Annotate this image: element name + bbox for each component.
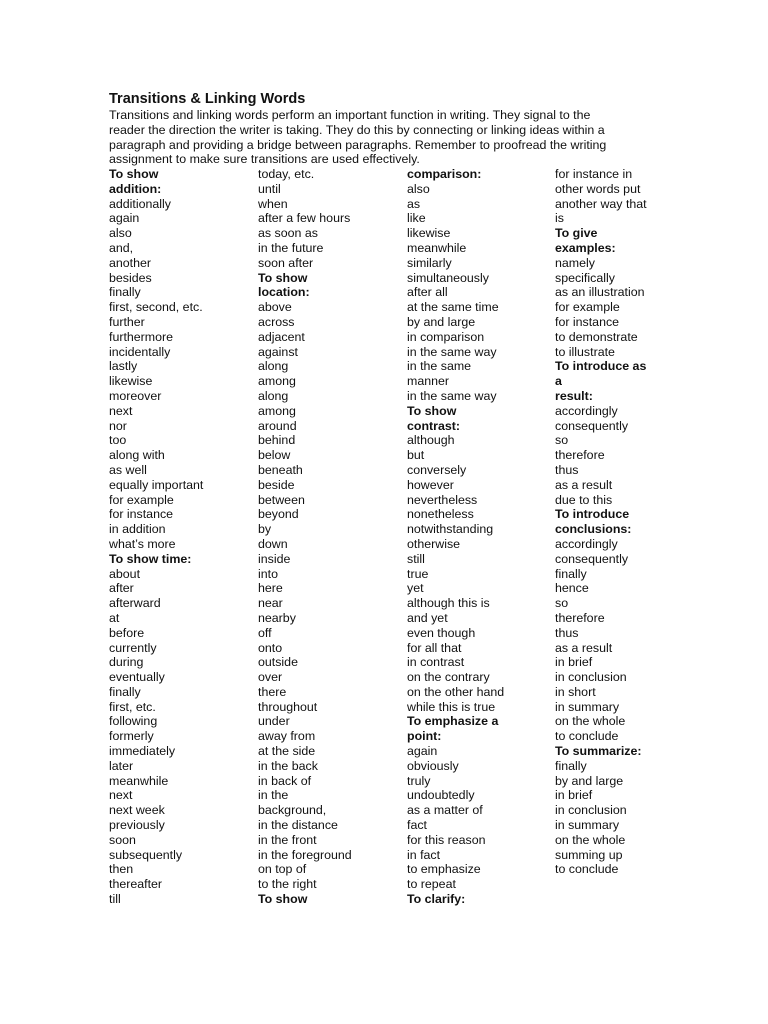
linking-word: off — [258, 625, 272, 640]
linking-word: for instance in — [555, 167, 633, 181]
linking-word: yet — [407, 581, 424, 596]
linking-word: likewise — [407, 226, 451, 241]
category-heading: To show — [258, 892, 308, 907]
linking-word: while this is true — [407, 699, 496, 714]
linking-word: in brief — [555, 655, 593, 670]
word-column-3 — [407, 167, 557, 907]
category-heading: To show — [407, 403, 457, 418]
linking-word: for this reason — [407, 832, 486, 847]
linking-word: above — [258, 300, 292, 315]
linking-word: lastly — [109, 359, 138, 374]
intro-line: Transitions and linking words perform an important function in writing. They signal to the — [109, 108, 591, 122]
linking-word: today, etc. — [258, 167, 315, 181]
linking-word: onto — [258, 640, 283, 655]
linking-word: for example — [109, 492, 174, 507]
linking-word: after all — [407, 285, 448, 300]
linking-word: down — [258, 536, 288, 551]
linking-word: soon — [109, 832, 136, 847]
linking-word: after — [109, 581, 134, 596]
linking-word: next — [109, 403, 133, 418]
category-heading: To emphasize a — [407, 714, 499, 729]
linking-word: first, second, etc. — [109, 300, 203, 315]
category-heading: examples: — [555, 240, 616, 255]
linking-word: moreover — [109, 388, 162, 403]
linking-word: and yet — [407, 610, 448, 625]
linking-word: to conclude — [555, 862, 619, 877]
linking-word: also — [407, 181, 430, 196]
linking-word: afterward — [109, 596, 161, 611]
intro-line: reader the direction the writer is taking. They do this by connecting or linking ideas within a — [109, 122, 605, 137]
linking-word: therefore — [555, 610, 605, 625]
linking-word: finally — [109, 285, 141, 300]
linking-word: nearby — [258, 610, 296, 625]
linking-word: for all that — [407, 640, 462, 655]
linking-word: so — [555, 596, 569, 611]
linking-word: nonetheless — [407, 507, 474, 522]
linking-word: in conclusion — [555, 803, 627, 818]
linking-word: in the same way — [407, 388, 497, 403]
category-heading: conclusions: — [555, 522, 632, 537]
linking-word: finally — [109, 684, 141, 699]
linking-word: on top of — [258, 862, 307, 877]
linking-word: before — [109, 625, 145, 640]
category-heading: To show time: — [109, 551, 192, 566]
linking-word: beside — [258, 477, 295, 492]
category-heading: a — [555, 374, 562, 389]
linking-word: first, etc. — [109, 699, 156, 714]
linking-word: until — [258, 181, 281, 196]
linking-word: in the front — [258, 832, 317, 847]
linking-word: subsequently — [109, 847, 183, 862]
linking-word: formerly — [109, 729, 154, 744]
linking-word: to the right — [258, 877, 317, 892]
linking-word: summing up — [555, 847, 623, 862]
linking-word: additionally — [109, 196, 171, 211]
linking-word: meanwhile — [109, 773, 169, 788]
linking-word: about — [109, 566, 141, 581]
category-heading: To summarize: — [555, 744, 642, 759]
linking-word: at — [109, 610, 120, 625]
category-heading: location: — [258, 285, 310, 300]
linking-word: consequently — [555, 551, 629, 566]
linking-word: in comparison — [407, 329, 485, 344]
linking-word: nor — [109, 418, 127, 433]
linking-word: in the back — [258, 758, 318, 773]
linking-word: adjacent — [258, 329, 305, 344]
linking-word: nevertheless — [407, 492, 478, 507]
linking-word: under — [258, 714, 290, 729]
linking-word: as well — [109, 462, 147, 477]
linking-word: to emphasize — [407, 862, 481, 877]
linking-word: as an illustration — [555, 285, 645, 300]
linking-word: equally important — [109, 477, 204, 492]
linking-word: beneath — [258, 462, 303, 477]
linking-word: in short — [555, 684, 596, 699]
linking-word: likewise — [109, 374, 153, 389]
linking-word: another way that — [555, 196, 647, 211]
category-heading: contrast: — [407, 418, 461, 433]
linking-word: in the same way — [407, 344, 497, 359]
linking-word: thus — [555, 625, 579, 640]
linking-word: to repeat — [407, 877, 456, 892]
linking-word: too — [109, 433, 127, 448]
linking-word: for example — [555, 300, 620, 315]
linking-word: beyond — [258, 507, 299, 522]
linking-word: next — [109, 788, 133, 803]
linking-word: still — [407, 551, 425, 566]
linking-word: is — [555, 211, 564, 226]
linking-word: undoubtedly — [407, 788, 475, 803]
linking-word: in the same — [407, 359, 472, 374]
linking-word: as soon as — [258, 226, 318, 241]
linking-word: similarly — [407, 255, 452, 270]
linking-word: conversely — [407, 462, 467, 477]
linking-word: away from — [258, 729, 316, 744]
linking-word: over — [258, 670, 283, 685]
linking-word: thus — [555, 462, 579, 477]
linking-word: other words put — [555, 181, 641, 196]
word-column-1 — [109, 167, 259, 907]
category-heading: To give — [555, 226, 598, 241]
linking-word: on the contrary — [407, 670, 490, 685]
linking-word: there — [258, 684, 287, 699]
linking-word: fact — [407, 818, 427, 833]
linking-word: obviously — [407, 758, 459, 773]
intro-line: paragraph and providing a bridge between paragraphs. Remember to proofread the writing — [109, 137, 607, 152]
linking-word: finally — [555, 566, 587, 581]
linking-word: in the future — [258, 240, 324, 255]
linking-word: for instance — [109, 507, 174, 522]
linking-word: against — [258, 344, 298, 359]
linking-word: immediately — [109, 744, 176, 759]
linking-word: also — [109, 226, 132, 241]
linking-word: otherwise — [407, 536, 461, 551]
linking-word: when — [258, 196, 288, 211]
linking-word: incidentally — [109, 344, 171, 359]
linking-word: consequently — [555, 418, 629, 433]
category-heading: To clarify: — [407, 892, 466, 907]
linking-word: simultaneously — [407, 270, 489, 285]
linking-word: in back of — [258, 773, 312, 788]
linking-word: manner — [407, 374, 450, 389]
linking-word: around — [258, 418, 297, 433]
linking-word: therefore — [555, 448, 605, 463]
linking-word: following — [109, 714, 158, 729]
page-title: Transitions & Linking Words — [109, 91, 306, 107]
linking-word: along with — [109, 448, 165, 463]
linking-word: currently — [109, 640, 157, 655]
linking-word: by — [258, 522, 272, 537]
linking-word: again — [109, 211, 140, 226]
linking-word: after a few hours — [258, 211, 351, 226]
linking-word: like — [407, 211, 426, 226]
linking-word: later — [109, 758, 134, 773]
linking-word: on the other hand — [407, 684, 505, 699]
linking-word: even though — [407, 625, 476, 640]
intro-paragraph — [109, 108, 669, 167]
linking-word: for instance — [555, 314, 620, 329]
linking-word: here — [258, 581, 283, 596]
linking-word: and, — [109, 240, 134, 255]
linking-word: in addition — [109, 522, 166, 537]
linking-word: so — [555, 433, 569, 448]
linking-word: specifically — [555, 270, 615, 285]
linking-word: in contrast — [407, 655, 465, 670]
linking-word: during — [109, 655, 144, 670]
intro-line: assignment to make sure transitions are used effectively. — [109, 152, 420, 167]
linking-word: truly — [407, 773, 431, 788]
linking-word: along — [258, 359, 289, 374]
linking-word: among — [258, 374, 296, 389]
linking-word: in brief — [555, 788, 593, 803]
linking-word: behind — [258, 433, 296, 448]
linking-word: between — [258, 492, 305, 507]
linking-word: among — [258, 403, 296, 418]
linking-word: due to this — [555, 492, 613, 507]
category-heading: point: — [407, 729, 442, 744]
category-heading: addition: — [109, 181, 162, 196]
linking-word: by and large — [555, 773, 624, 788]
linking-word: true — [407, 566, 429, 581]
word-column-2 — [258, 167, 408, 907]
linking-word: although this is — [407, 596, 490, 611]
linking-word: on the whole — [555, 714, 626, 729]
linking-word: another — [109, 255, 152, 270]
linking-word: soon after — [258, 255, 314, 270]
linking-word: inside — [258, 551, 291, 566]
linking-word: across — [258, 314, 295, 329]
category-heading: result: — [555, 388, 593, 403]
linking-word: as a result — [555, 640, 613, 655]
linking-word: below — [258, 448, 291, 463]
linking-word: namely — [555, 255, 595, 270]
linking-word: to demonstrate — [555, 329, 638, 344]
linking-word: in conclusion — [555, 670, 627, 685]
linking-word: in summary — [555, 699, 620, 714]
linking-word: in summary — [555, 818, 620, 833]
linking-word: however — [407, 477, 454, 492]
linking-word: thereafter — [109, 877, 163, 892]
linking-word: on the whole — [555, 832, 626, 847]
linking-word: to conclude — [555, 729, 619, 744]
linking-word: in fact — [407, 847, 441, 862]
linking-word: meanwhile — [407, 240, 467, 255]
category-heading: To show — [258, 270, 308, 285]
linking-word: then — [109, 862, 134, 877]
linking-word: near — [258, 596, 283, 611]
linking-word: next week — [109, 803, 165, 818]
category-heading: To show — [109, 167, 159, 181]
linking-word: till — [109, 892, 121, 907]
category-heading: To introduce as — [555, 359, 647, 374]
linking-word: at the side — [258, 744, 316, 759]
linking-word: in the distance — [258, 818, 338, 833]
linking-word: what’s more — [109, 536, 176, 551]
linking-word: in the — [258, 788, 289, 803]
linking-word: furthermore — [109, 329, 174, 344]
linking-word: as a matter of — [407, 803, 483, 818]
linking-word: accordingly — [555, 536, 618, 551]
linking-word: but — [407, 448, 425, 463]
category-heading: comparison: — [407, 167, 482, 181]
linking-word: along — [258, 388, 289, 403]
linking-word: to illustrate — [555, 344, 615, 359]
linking-word: as — [407, 196, 421, 211]
linking-word: outside — [258, 655, 298, 670]
linking-word: throughout — [258, 699, 318, 714]
category-heading: To introduce — [555, 507, 630, 522]
linking-word: in the foreground — [258, 847, 352, 862]
linking-word: accordingly — [555, 403, 618, 418]
linking-word: previously — [109, 818, 165, 833]
linking-word: again — [407, 744, 438, 759]
linking-word: notwithstanding — [407, 522, 494, 537]
linking-word: hence — [555, 581, 589, 596]
linking-word: by and large — [407, 314, 476, 329]
linking-word: although — [407, 433, 455, 448]
word-column-4 — [555, 167, 705, 877]
linking-word: background, — [258, 803, 327, 818]
linking-word: besides — [109, 270, 152, 285]
linking-word: at the same time — [407, 300, 499, 315]
linking-word: further — [109, 314, 145, 329]
linking-word: finally — [555, 758, 587, 773]
linking-word: as a result — [555, 477, 613, 492]
linking-word: into — [258, 566, 278, 581]
linking-word: eventually — [109, 670, 165, 685]
